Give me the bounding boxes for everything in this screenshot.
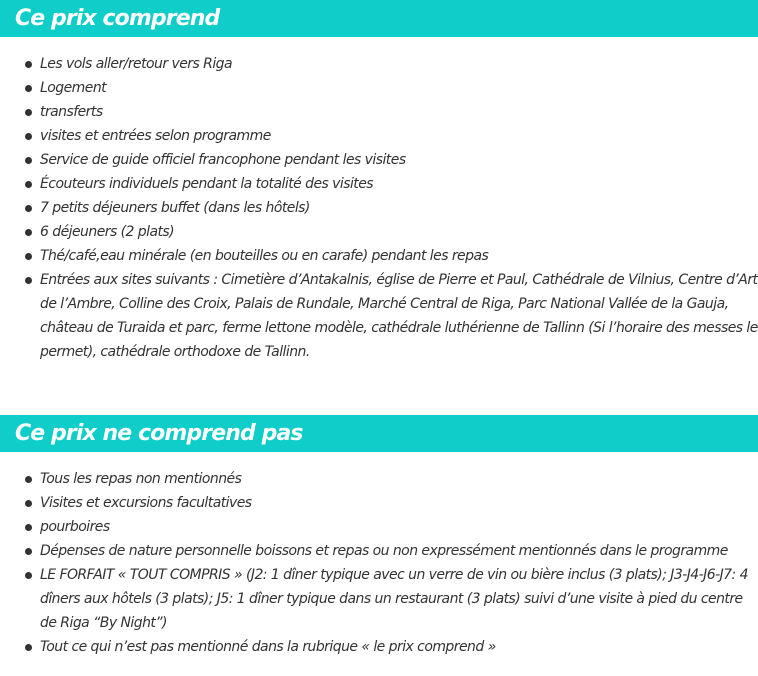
- bullet-icon: [25, 61, 32, 68]
- list-item: [0, 268, 758, 364]
- section-header-includes: [0, 0, 758, 37]
- list-item: [0, 539, 758, 563]
- list-item-text: Écouteurs individuels pendant la totalité des visites: [40, 176, 374, 192]
- bullet-icon: [25, 205, 32, 212]
- list-item: [0, 515, 758, 539]
- bullet-icon: [25, 500, 32, 507]
- list-item-text: Dépenses de nature personnelle boissons et repas ou non expressément mentionnés dans le programme: [40, 543, 728, 559]
- bullet-icon: [25, 548, 32, 555]
- bullet-icon: [25, 133, 32, 140]
- list-item: [0, 635, 758, 659]
- bullet-icon: [25, 572, 32, 579]
- bullet-icon: [25, 524, 32, 531]
- list-item: [0, 124, 758, 148]
- list-item: [0, 76, 758, 100]
- bullet-icon: [25, 157, 32, 164]
- list-item-text: Logement: [40, 80, 107, 96]
- list-item: [0, 196, 758, 220]
- list-item-text: 6 déjeuners (2 plats): [40, 224, 175, 240]
- list-item: [0, 244, 758, 268]
- list-item-text: LE FORFAIT « TOUT COMPRIS » (J2: 1 dîner typique avec un verre de vin ou bière inclus (3 plats); J3-J4-J6-J7: 4 dîners aux hôtels (3 plats); J5: 1 dîner typique dans un restaurant (3 plats) suivi d’une visite à pied du centre de Riga “By Night”): [40, 567, 748, 631]
- list-item-text: 7 petits déjeuners buffet (dans les hôtels): [40, 200, 310, 216]
- includes-list: [0, 52, 758, 364]
- list-item-text: transferts: [40, 104, 103, 120]
- list-item-text: Service de guide officiel francophone pendant les visites: [40, 152, 406, 168]
- bullet-icon: [25, 229, 32, 236]
- list-item: [0, 148, 758, 172]
- list-item: [0, 491, 758, 515]
- section-title-excludes: Ce prix ne comprend pas: [15, 421, 303, 446]
- list-item-text: Thé/café,eau minérale (en bouteilles ou en carafe) pendant les repas: [40, 248, 489, 264]
- list-item-text: pourboires: [40, 519, 110, 535]
- list-item: [0, 100, 758, 124]
- list-item: [0, 52, 758, 76]
- section-header-excludes: [0, 415, 758, 452]
- bullet-icon: [25, 253, 32, 260]
- list-item-text: Tout ce qui n’est pas mentionné dans la rubrique « le prix comprend »: [40, 639, 496, 655]
- list-item-text: visites et entrées selon programme: [40, 128, 271, 144]
- list-item-text: Visites et excursions facultatives: [40, 495, 252, 511]
- bullet-icon: [25, 181, 32, 188]
- bullet-icon: [25, 277, 32, 284]
- list-item-text: Tous les repas non mentionnés: [40, 471, 242, 487]
- list-item-text: Les vols aller/retour vers Riga: [40, 56, 233, 72]
- section-title-includes: Ce prix comprend: [15, 6, 220, 31]
- bullet-icon: [25, 476, 32, 483]
- list-item: [0, 467, 758, 491]
- list-item-text: Entrées aux sites suivants : Cimetière d’Antakalnis, église de Pierre et Paul, Cathédrale de Vilnius, Centre d’Art de l’Ambre, Colline des Croix, Palais de Rundale, Marché Central de Riga, Parc National Vallée de la Gauja, château de Turaida et parc, ferme lettone modèle, cathédrale luthérienne de Tallinn (Si l’horaire des messes le permet), cathédrale orthodoxe de Tallinn.: [40, 272, 758, 360]
- excludes-list: [0, 467, 758, 659]
- bullet-icon: [25, 644, 32, 651]
- bullet-icon: [25, 109, 32, 116]
- list-item: [0, 220, 758, 244]
- list-item: [0, 172, 758, 196]
- list-item: [0, 563, 758, 635]
- bullet-icon: [25, 85, 32, 92]
